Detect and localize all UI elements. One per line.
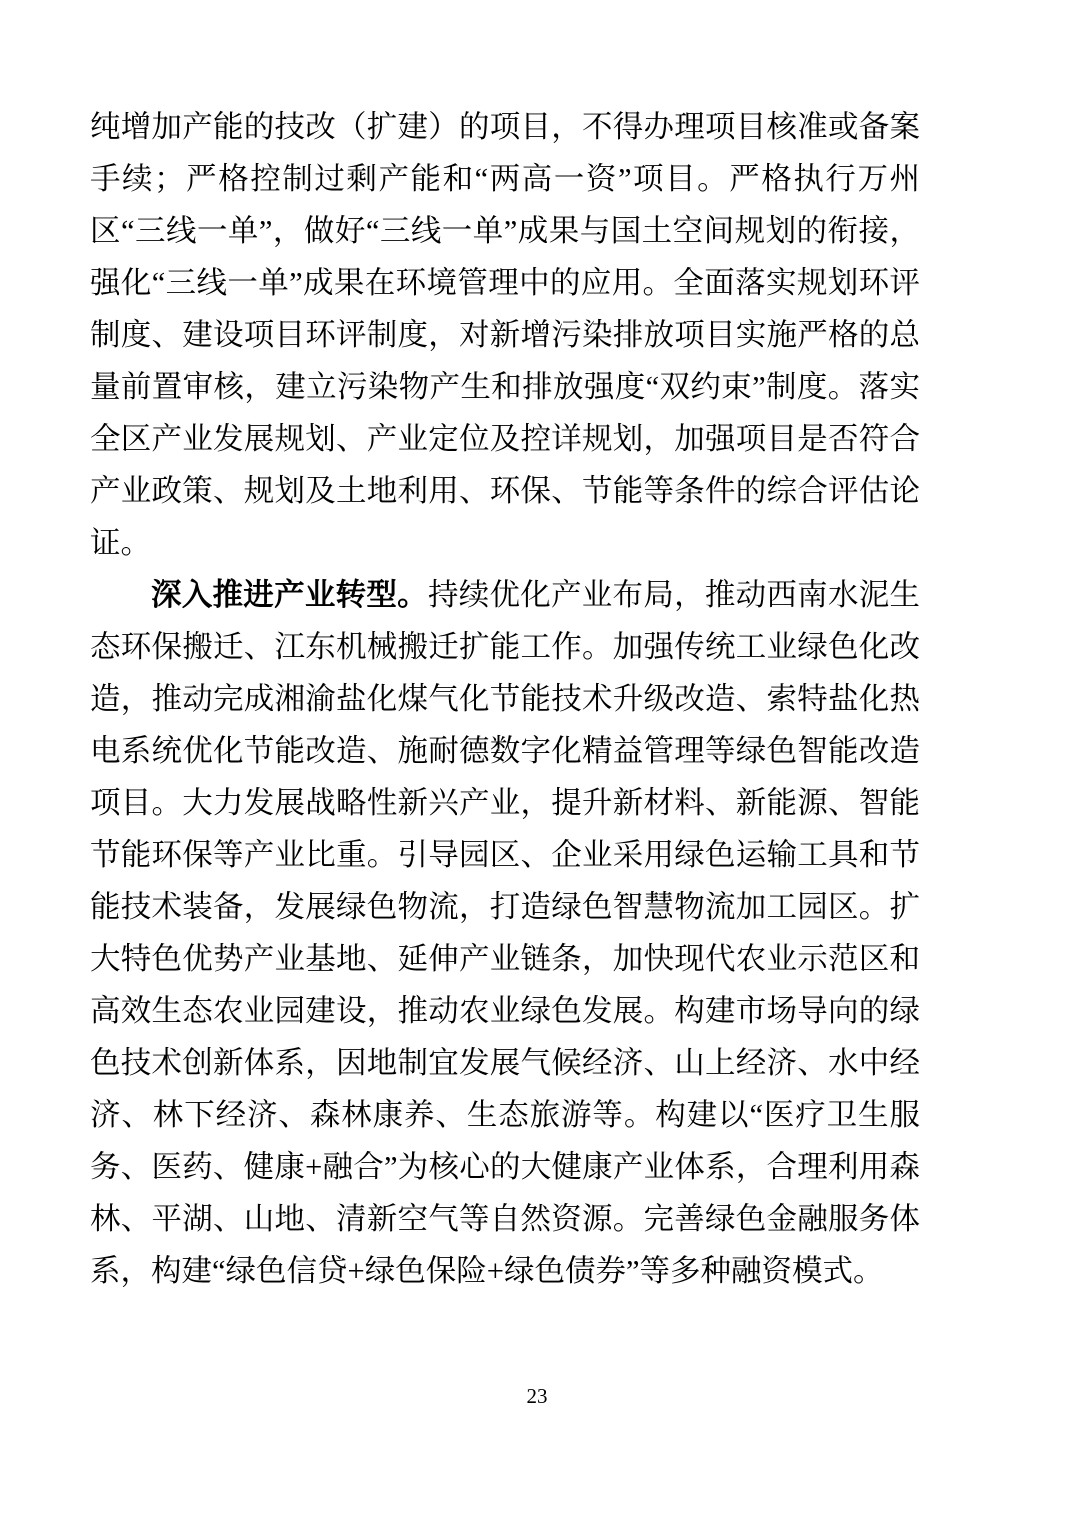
paragraph-continuation: 纯增加产能的技改（扩建）的项目，不得办理项目核准或备案手续；严格控制过剩产能和“两高一资”项目。严格执行万州区“三线一单”，做好“三线一单”成果与国土空间规划的衔接，强化“三线一单”成果在环境管理中的应用。全面落实规划环评制度、建设项目环评制度，对新增污染排放项目实施严格的总量前置审核，建立污染物产生和排放强度“双约束”制度。落实全区产业发展规划、产业定位及控详规划，加强项目是否符合产业政策、规划及土地利用、环保、节能等条件的综合评估论证。 [90, 110, 920, 560]
paragraph-bold-lead: 深入推进产业转型。 [151, 578, 428, 612]
text-content [90, 101, 920, 1297]
paragraph-industry-transition [90, 569, 920, 1297]
paragraph-body-text: 持续优化产业布局，推动西南水泥生态环保搬迁、江东机械搬迁扩能工作。加强传统工业绿色化改造，推动完成湘渝盐化煤气化节能技术升级改造、索特盐化热电系统优化节能改造、施耐德数字化精益管理等绿色智能改造项目。大力发展战略性新兴产业，提升新材料、新能源、智能节能环保等产业比重。引导园区、企业采用绿色运输工具和节能技术装备，发展绿色物流，打造绿色智慧物流加工园区。扩大特色优势产业基地、延伸产业链条，加快现代农业示范区和高效生态农业园建设，推动农业绿色发展。构建市场导向的绿色技术创新体系，因地制宜发展气候经济、山上经济、水中经济、林下经济、森林康养、生态旅游等。构建以“医疗卫生服务、医药、健康+融合”为核心的大健康产业体系，合理利用森林、平湖、山地、清新空气等自然资源。完善绿色金融服务体系，构建“绿色信贷+绿色保险+绿色债券”等多种融资模式。 [90, 578, 920, 1288]
page-number: 23 [526, 1384, 548, 1408]
